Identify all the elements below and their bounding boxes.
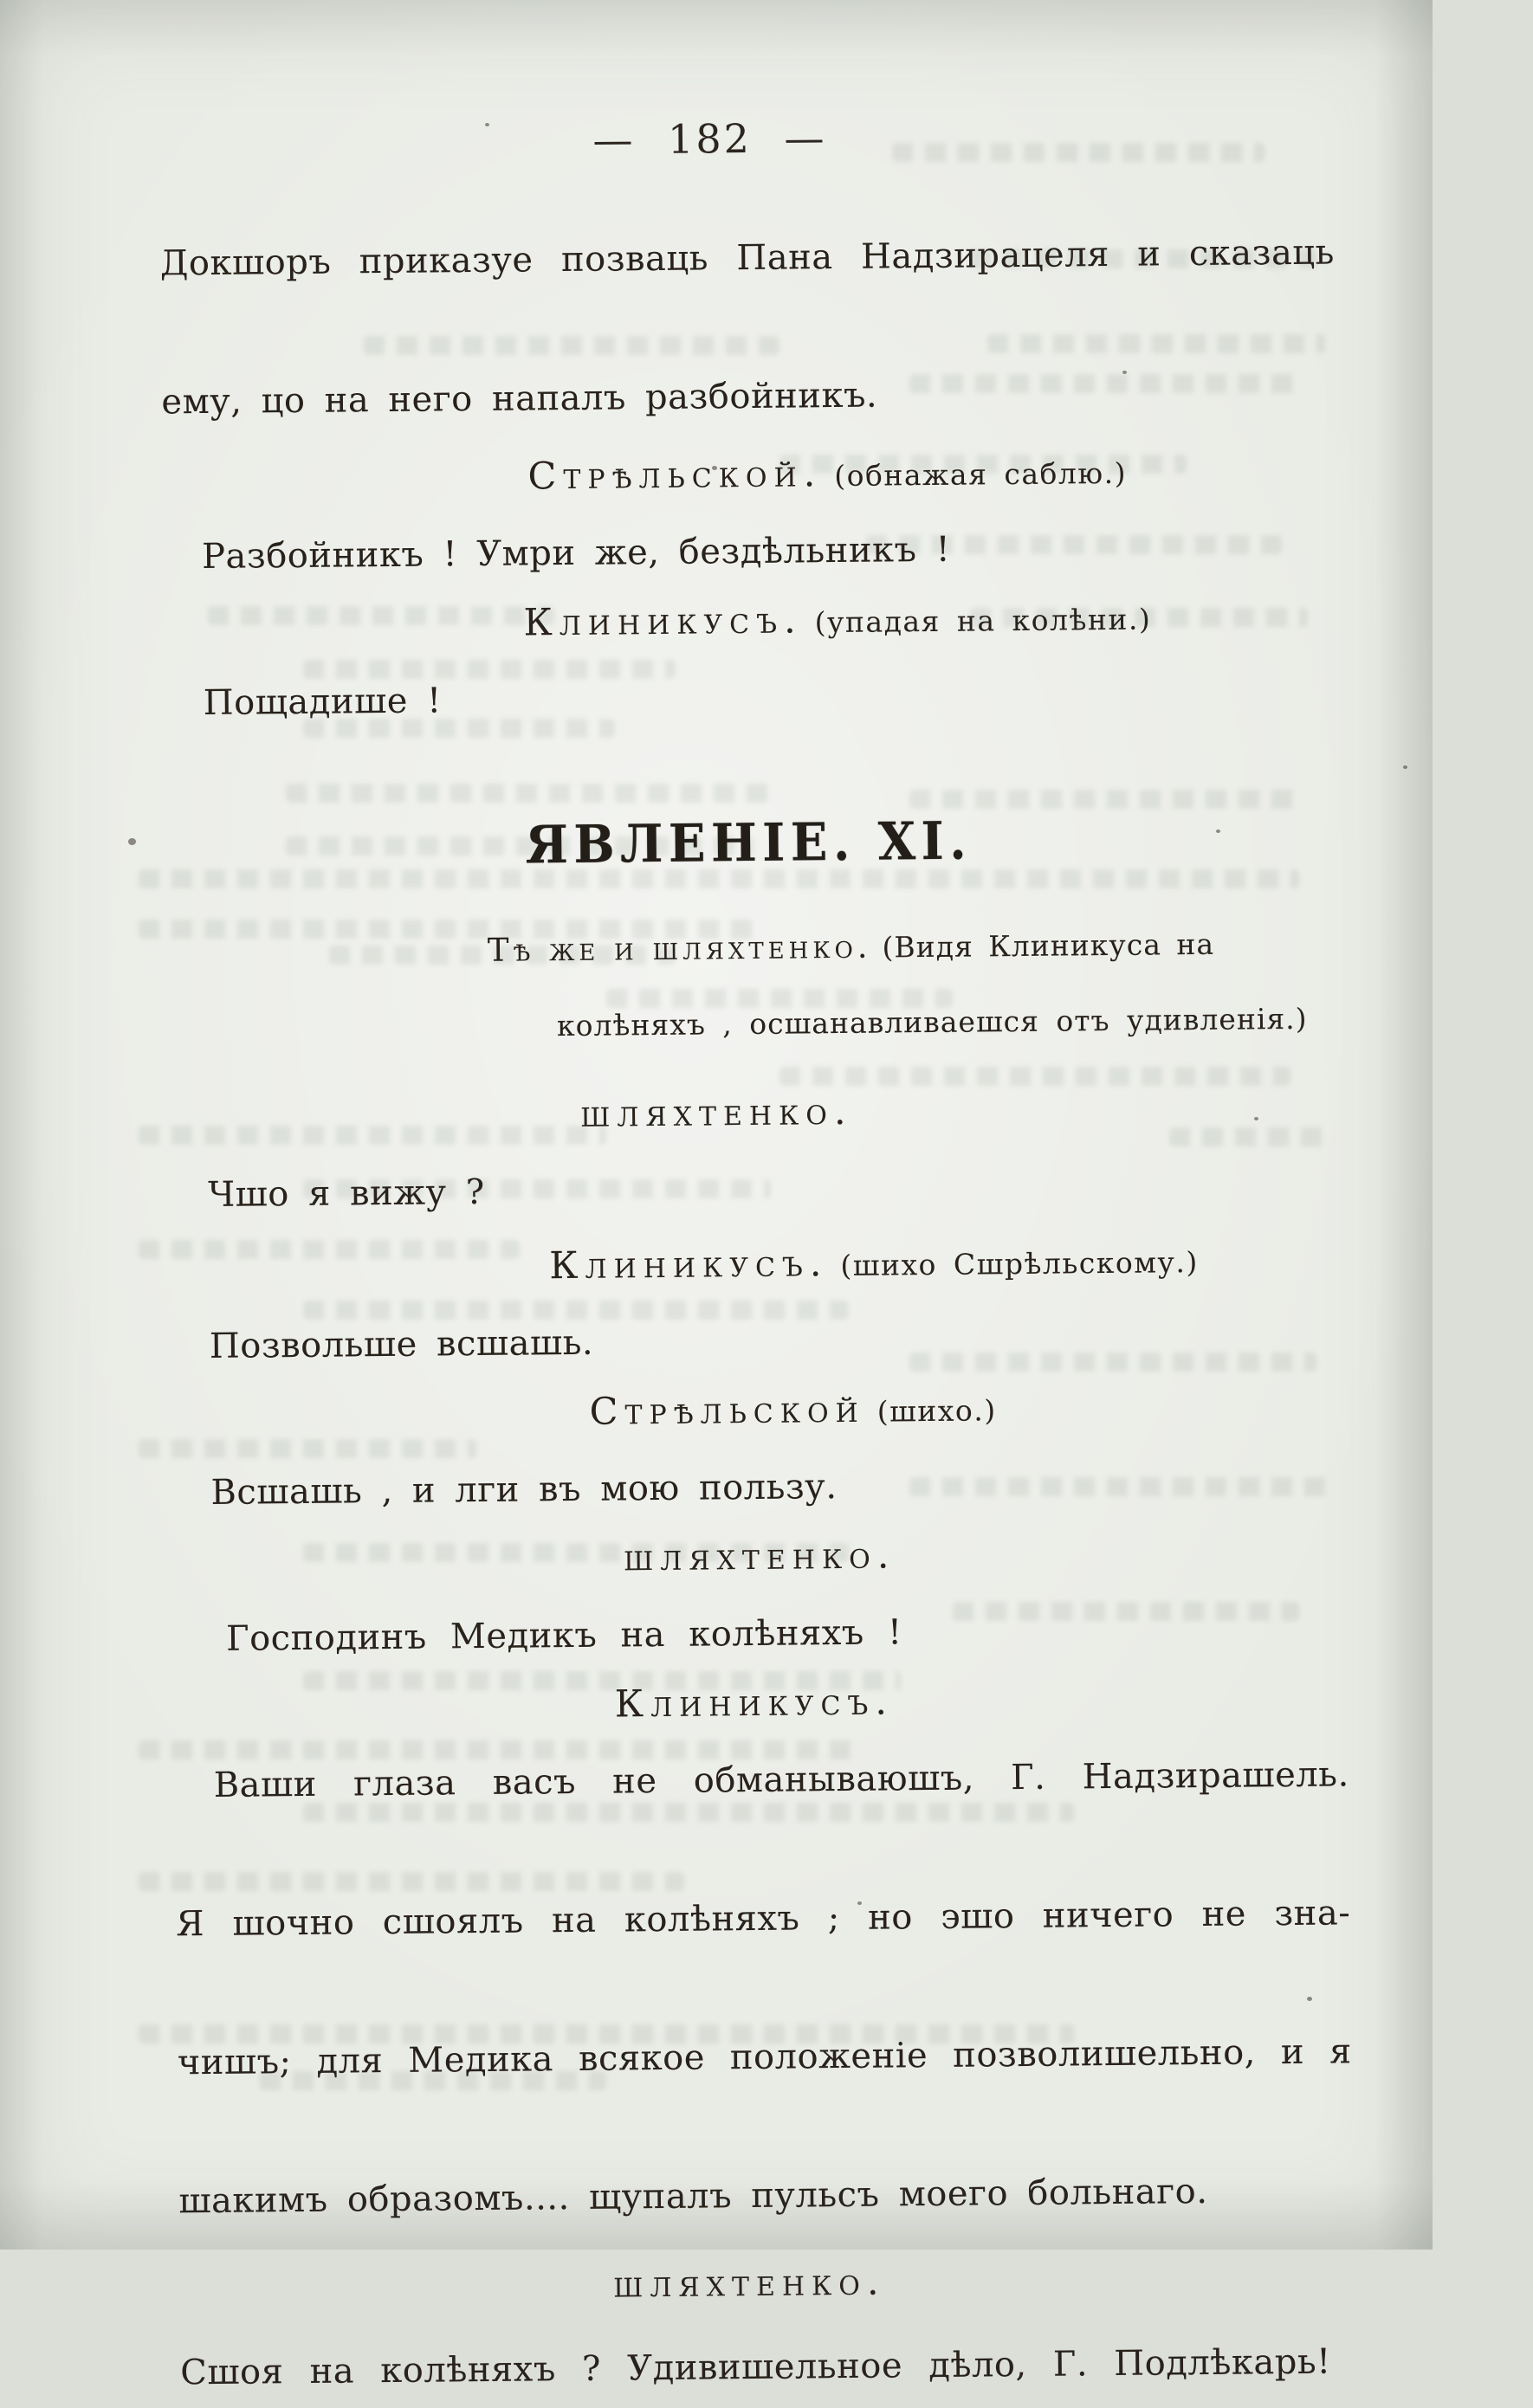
- speech-vashi-line-4: шакимъ образомъ.... щупалъ пульсъ моего больнаго.: [178, 2171, 1208, 2222]
- page-number: — 182 —: [592, 114, 827, 164]
- speech-vstan: Всшашь , и лги въ мою пользу.: [210, 1467, 838, 1514]
- scene-direction-line-1: [263, 911, 1439, 989]
- speech-poshchadite: Пощадише !: [203, 681, 442, 724]
- stage-note: (шихо.): [876, 1393, 997, 1429]
- speaker-name: Клиникусъ.: [523, 598, 803, 645]
- speech-chto: Чшо я вижу ?: [207, 1172, 485, 1216]
- speech-vashi-line-1: Ваши глаза васъ не обманываюшъ, Г. Надзирашель.: [213, 1754, 1349, 1805]
- scene-direction-line-2: колѣняхъ , осшанавливаешся отъ удивленія.): [556, 1001, 1308, 1043]
- scene-direction-characters: Тѣ же и шляхтенко.: [487, 927, 872, 969]
- speaker-name: шляхтенко.: [623, 1533, 896, 1580]
- speech-vashi-line-3: чишъ; для Медика всякое положеніе позволишельно, и я: [177, 2031, 1352, 2083]
- speaker-name: Стрѣльской: [589, 1387, 865, 1434]
- ink-speck: [128, 838, 136, 845]
- speech-stoya: Сшоя на колѣняхъ ? Удивишельное дѣло, Г. Подлѣкарь!: [180, 2341, 1331, 2393]
- speaker-name: Стрѣльской.: [527, 452, 823, 499]
- opening-line-1: Докшоръ приказуе позваць Пана Надзирацеля и сказаць: [159, 232, 1336, 284]
- cue-strelskoy-2: [205, 1370, 1381, 1458]
- speech-razboynik: Разбойникъ ! Умри же, бездѣльникъ !: [201, 529, 951, 578]
- cue-shlyakhtenko-3: [162, 2243, 1337, 2332]
- cue-strelskoy-1: [240, 434, 1415, 522]
- cue-shlyakhtenko-1: [129, 1073, 1304, 1161]
- cue-klinikus-3: [167, 1662, 1342, 1751]
- speaker-name: шляхтенко.: [579, 1089, 853, 1136]
- ink-speck: [1403, 765, 1407, 769]
- speech-gospodin: Господинъ Медикъ на колѣняхъ !: [225, 1612, 902, 1659]
- stage-note: (обнажая саблю.): [834, 455, 1128, 494]
- cue-shlyakhtenko-2: [172, 1516, 1348, 1604]
- scene-heading: ЯВЛЕНІЕ. XI.: [525, 810, 973, 876]
- speaker-name: Клиникусъ.: [549, 1242, 829, 1288]
- speech-pozvolte: Позвольше всшашь.: [209, 1322, 594, 1367]
- speaker-name: Клиникусъ.: [614, 1680, 895, 1727]
- cue-klinikus-2: [287, 1223, 1462, 1311]
- text-column: [158, 0, 1355, 2407]
- cue-klinikus-1: [250, 580, 1426, 668]
- speaker-name: шляхтенко.: [612, 2260, 886, 2307]
- opening-line-2: ему, цо на него напалъ разбойникъ.: [161, 375, 878, 423]
- stage-note: (упадая на колѣни.): [814, 602, 1152, 640]
- scene-direction-note: (Видя Клиникуса на: [882, 926, 1215, 965]
- speech-vashi-line-2: Я шочно сшоялъ на колѣняхъ ; но эшо ничего не зна-: [176, 1893, 1351, 1945]
- stage-note: (шихо Сшрѣльскому.): [840, 1245, 1199, 1283]
